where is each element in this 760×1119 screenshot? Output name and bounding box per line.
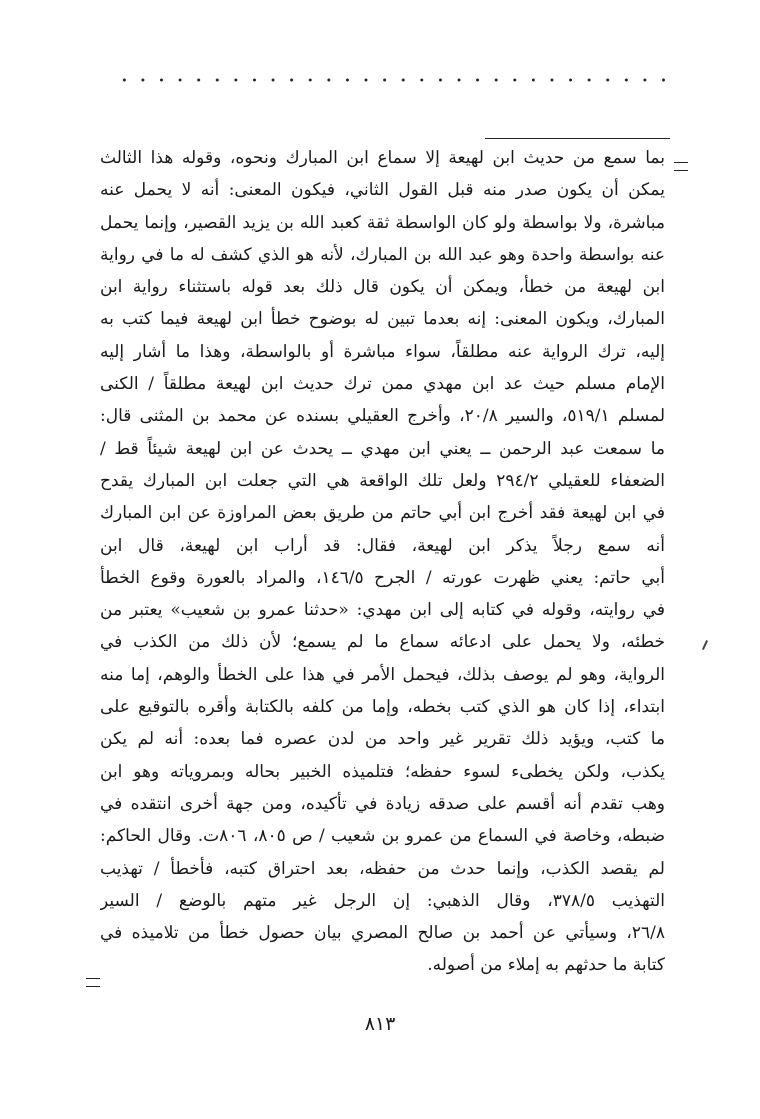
text-line: في روايته، وقوله في كتابه إلى ابن مهدي: «حدثنا عمرو بن شعيب» يعتبر من	[100, 600, 665, 621]
text-line: كتابة ما حدثهم به إملاء من أصوله.	[427, 955, 665, 976]
text-line: ابن لهيعة من خطأ، ويمكن أن يكون قال ذلك بعد قوله باستثناء رواية ابن	[100, 277, 665, 298]
text-line: التهذيب ٣٧٨/٥، وقال الذهبي: إن الرجل غير متهم بالوضع / السير	[100, 890, 665, 911]
text-line: مباشرة، ولا بواسطة ولو كان الواسطة ثقة كعبد الله بن يزيد القصير، وإنما يحمل	[100, 212, 665, 233]
continuation-mark-bottom	[86, 978, 100, 987]
text-line: الإمام مسلم حيث عد ابن مهدي ممن ترك حديث ابن لهيعة مطلقاً / الكنى	[100, 374, 665, 395]
text-line: ما سمعت عبد الرحمن ــ يعني ابن مهدي ــ يحدث عن ابن لهيعة شيئاً قط /	[100, 438, 665, 459]
text-line: في ابن لهيعة فقد أخرج ابن أبي حاتم من طريق بعض المراوزة عن ابن المبارك	[100, 503, 665, 524]
text-line: بما سمع من حديث ابن لهيعة إلا سماع ابن المبارك ونحوه، وقوله هذا الثالث	[100, 148, 665, 168]
footnote-rule	[485, 138, 670, 139]
text-line: ٢٦/٨، وسيأتي عن أحمد بن صالح المصري بيان حصول خطأ من تلاميذه في	[100, 923, 665, 944]
text-line: ما كتب، ويؤيد ذلك تقرير غير واحد من لدن عصره فما بعده: أنه لم يكن	[100, 729, 665, 750]
page-number: ٨١٣	[364, 1013, 396, 1035]
continuation-mark-top	[674, 162, 688, 171]
text-line: لمسلم ٥١٩/١، والسير ٢٠/٨، وأخرج العقيلي بسنده عن محمد بن المثنى قال:	[100, 406, 665, 427]
footnote-text	[100, 142, 665, 982]
margin-mark	[702, 640, 708, 650]
text-line: لم يقصد الكذب، وإنما حدث من حفظه، بعد احتراق كتبه، فأخطأ / تهذيب	[100, 858, 665, 879]
text-line: وهب تقدم أنه أقسم على صدقه زيادة في تأكيده، ومن جهة أخرى انتقده في	[100, 793, 665, 814]
text-line: أنه سمع رجلاً يذكر ابن لهيعة، فقال: قد أراب ابن لهيعة، قال ابن	[100, 535, 665, 556]
dotted-separator	[115, 78, 675, 82]
text-line: يمكن أن يكون صدر منه قبل القول الثاني، فيكون المعنى: أنه لا يحمل عنه	[100, 180, 665, 201]
text-line: عنه بواسطة واحدة وهو عبد الله بن المبارك، لأنه هو الذي كشف له ما في رواية	[100, 244, 665, 265]
text-line: الرواية، وهو لم يوصف بذلك، فيحمل الأمر في هذا على الخطأ والوهم، إما منه	[100, 664, 665, 685]
text-line: ابتداء، إذا كان هو الذي كتب بخطه، وإما من كلفه بالكتابة وأقره بالتوقيع على	[100, 697, 665, 718]
text-line: إليه، ترك الرواية عنه مطلقاً، سواء مباشرة أو بالواسطة، وهذا ما أشار إليه	[100, 341, 665, 362]
text-line: يكذب، ولكن يخطىء لسوء حفظه؛ فتلميذه الخبير بحاله وبمروياته وهو ابن	[100, 761, 665, 782]
text-line: أبي حاتم: يعني ظهرت عورته / الجرح ١٤٦/٥، والمراد بالعورة وقوع الخطأ	[100, 567, 665, 588]
text-line: خطئه، ولا يحمل على ادعائه سماع ما لم يسمع؛ لأن ذلك من الكذب في	[100, 632, 665, 653]
text-line: الضعفاء للعقيلي ٢٩٤/٢ ولعل تلك الواقعة هي التي جعلت ابن المبارك يقدح	[100, 470, 665, 491]
text-line: المبارك، ويكون المعنى: إنه بعدما تبين له بوضوح خطأ ابن لهيعة فيما كتب به	[100, 309, 665, 330]
text-line: ضبطه، وخاصة في السماع من عمرو بن شعيب / ص ٨٠٥، ٨٠٦ت. وقال الحاكم:	[100, 826, 665, 847]
